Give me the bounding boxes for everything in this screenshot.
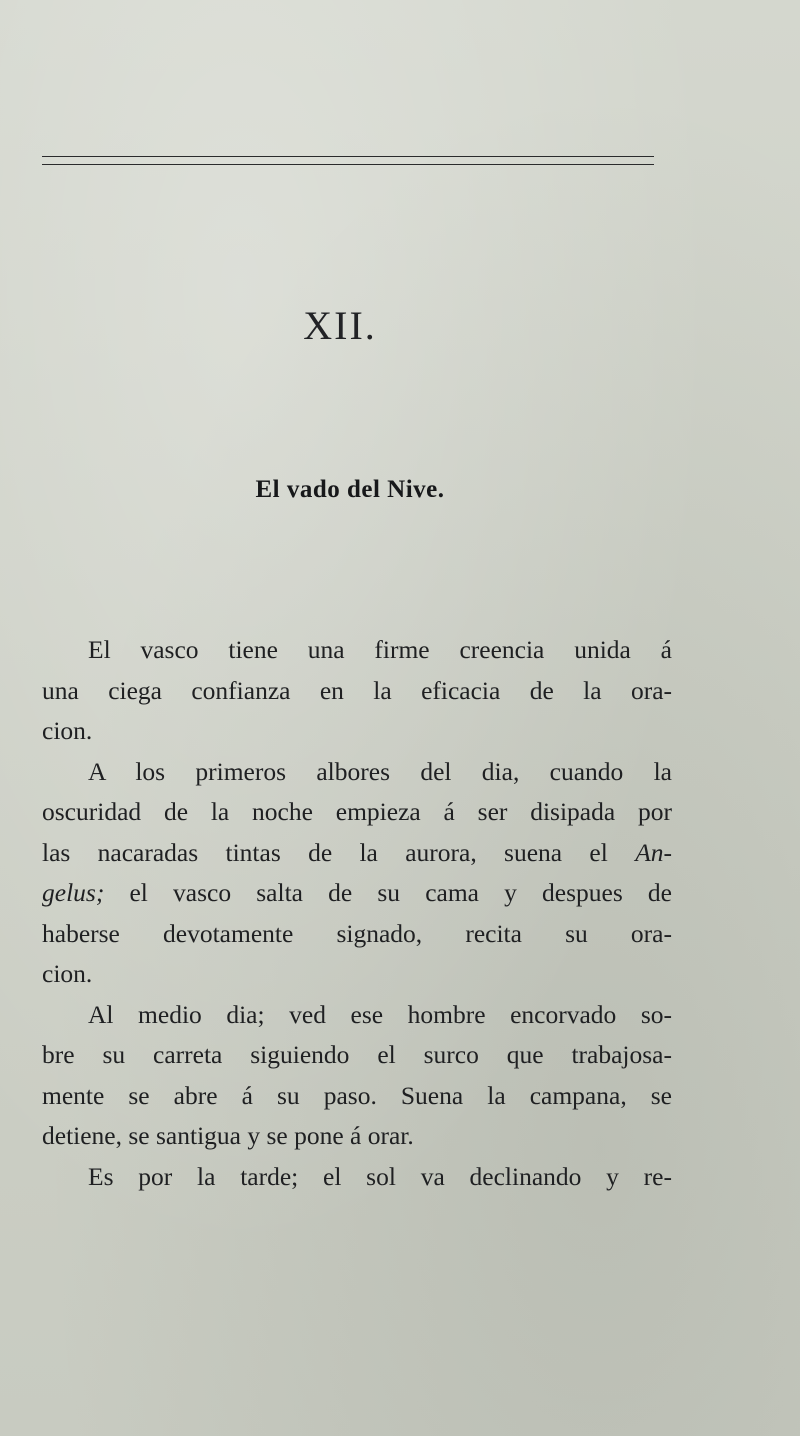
text-line: una ciega confianza en la eficacia de la ora- [42,675,672,705]
text-line: mente se abre á su paso. Suena la campana, se [42,1080,672,1110]
text-line: cion. [42,716,93,745]
text-line: Es por la tarde; el sol va declinando y re- [88,1161,672,1191]
chapter-title: El vado del Nive. [255,476,445,503]
text-line-with-italic [42,833,672,874]
header-rule-thick [42,156,654,157]
text-line: El vasco tiene una firme creencia unida á [88,635,672,664]
text-line: detiene, se santigua y se pone á orar. [42,1121,414,1150]
body-text [42,630,672,1197]
text-line: haberse devotamente signado, recita su ora- [42,918,672,948]
text-line: bre su carreta siguiendo el surco que trabajosa- [42,1040,672,1069]
italic-word: gelus; [42,878,105,907]
text-segment: el vasco salta de su cama y despues de [129,878,672,907]
italic-word: An- [635,837,673,867]
header-rule-thin [42,164,654,165]
text-segment: las nacaradas tintas de la aurora, suena el [42,837,608,867]
chapter-number: XII. [303,303,377,348]
text-line: A los primeros albores del dia, cuando la [88,756,672,786]
text-line: Al medio dia; ved ese hombre encorvado so- [88,999,672,1029]
text-line: oscuridad de la noche empieza á ser disipada por [42,797,672,826]
text-line: cion. [42,959,93,988]
text-line-with-italic [42,873,672,914]
